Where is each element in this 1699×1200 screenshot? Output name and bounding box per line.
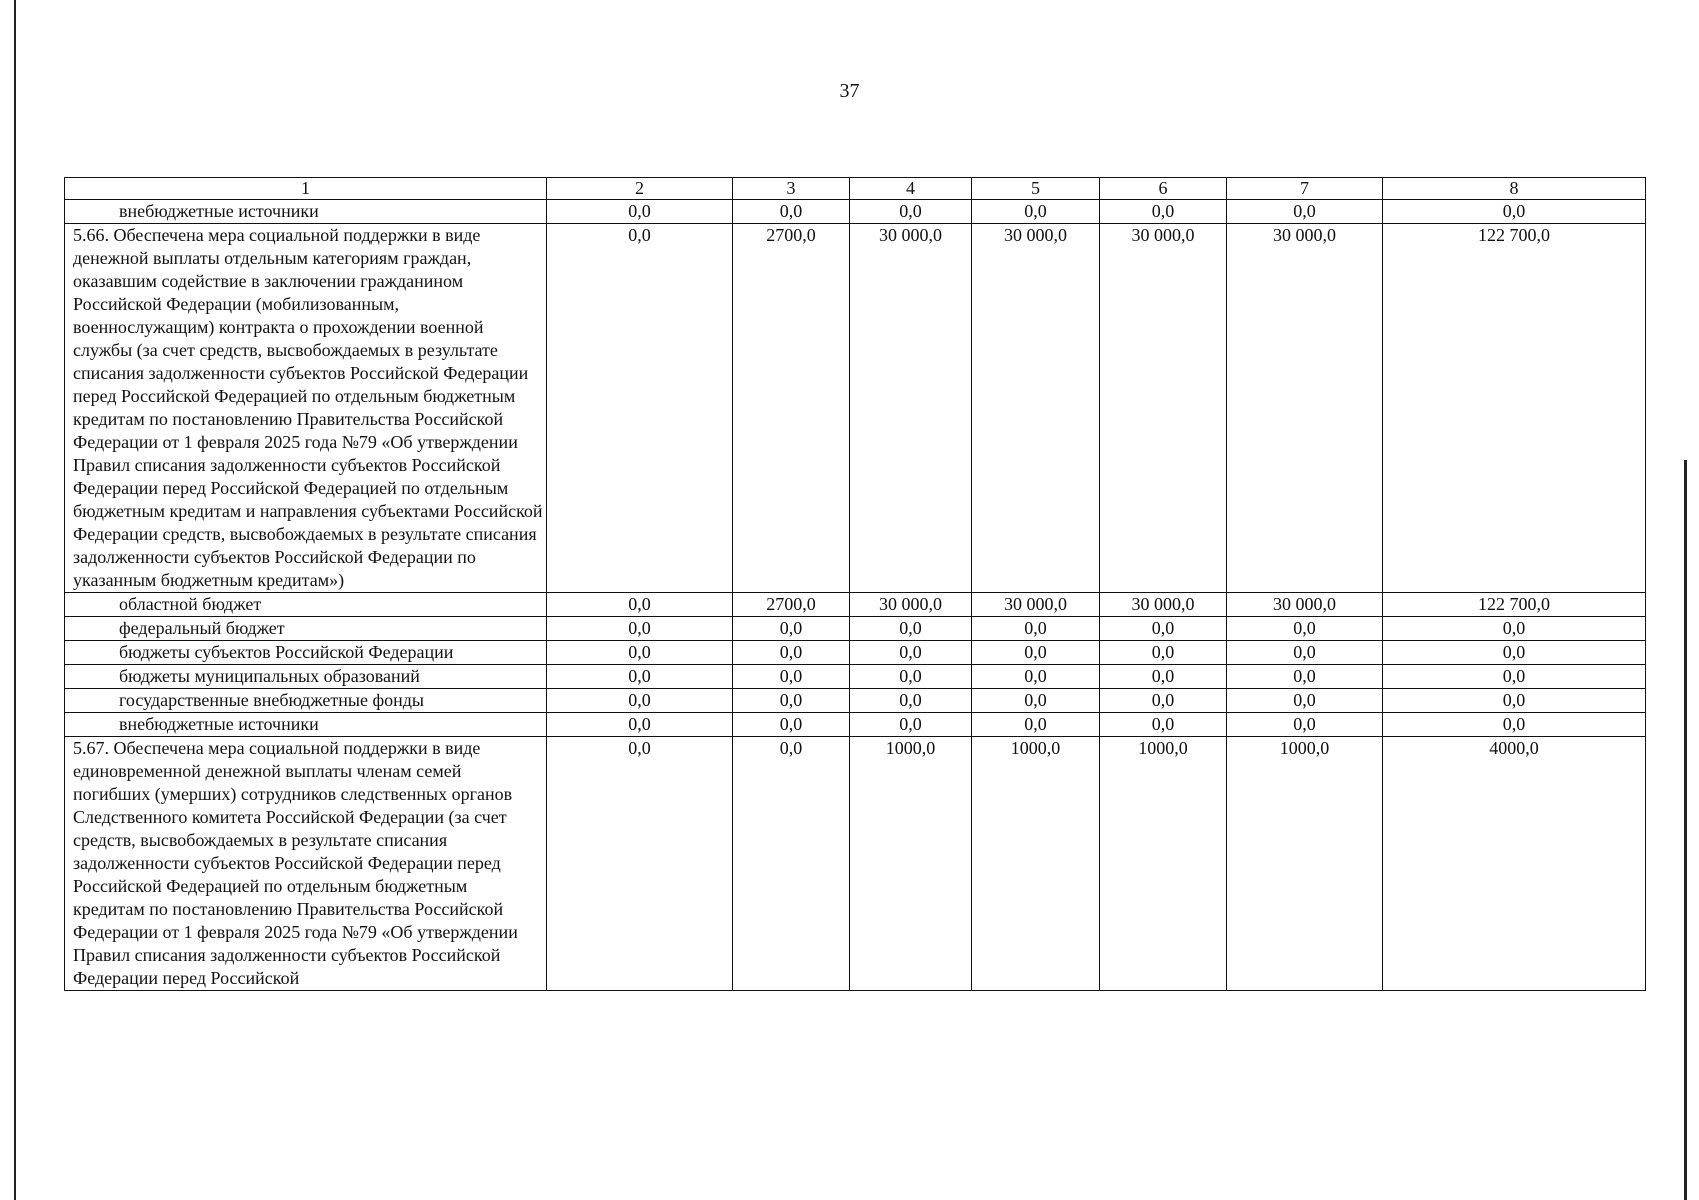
table-row xyxy=(65,224,1646,593)
cell-value: 0,0 xyxy=(547,689,733,713)
cell-value: 0,0 xyxy=(850,713,972,737)
cell-value: 0,0 xyxy=(1383,689,1646,713)
cell-value: 0,0 xyxy=(547,200,733,224)
cell-value: 0,0 xyxy=(547,593,733,617)
row-label: 5.67. Обеспечена мера социальной поддержки в виде единовременной денежной выплаты членам семей погибших (умерших) сотрудников следственных органов Следственного комитета Российской Федерации (за счет средств, высвобождаемых в результате списания задолженности субъектов Российской Федерации перед Российской Федерацией по отдельным бюджетным кредитам по постановлению Правительства Российской Федерации от 1 февраля 2025 года №79 «Об утверждении Правил списания задолженности субъектов Российской Федерации перед Российской xyxy=(65,737,547,991)
row-label: государственные внебюджетные фонды xyxy=(65,689,547,713)
column-header-1: 1 xyxy=(65,178,547,200)
cell-value: 0,0 xyxy=(972,641,1100,665)
cell-value: 0,0 xyxy=(547,617,733,641)
cell-value: 0,0 xyxy=(1227,665,1383,689)
cell-value: 0,0 xyxy=(850,665,972,689)
cell-value: 0,0 xyxy=(1383,641,1646,665)
table-row xyxy=(65,200,1646,224)
cell-value: 0,0 xyxy=(547,737,733,991)
cell-value: 0,0 xyxy=(972,689,1100,713)
row-label: бюджеты муниципальных образований xyxy=(65,665,547,689)
row-label: федеральный бюджет xyxy=(65,617,547,641)
cell-value: 0,0 xyxy=(1100,665,1227,689)
cell-value: 0,0 xyxy=(547,665,733,689)
cell-value: 0,0 xyxy=(1383,713,1646,737)
table-row xyxy=(65,713,1646,737)
cell-value: 0,0 xyxy=(733,737,850,991)
cell-value: 0,0 xyxy=(733,200,850,224)
cell-value: 30 000,0 xyxy=(850,593,972,617)
cell-value: 0,0 xyxy=(972,200,1100,224)
cell-value: 0,0 xyxy=(733,713,850,737)
cell-value: 0,0 xyxy=(972,713,1100,737)
cell-value: 0,0 xyxy=(1100,617,1227,641)
cell-value: 30 000,0 xyxy=(850,224,972,593)
cell-value: 0,0 xyxy=(850,689,972,713)
budget-table xyxy=(64,177,1646,991)
column-header-3: 3 xyxy=(733,178,850,200)
column-header-2: 2 xyxy=(547,178,733,200)
table-body xyxy=(65,200,1646,991)
cell-value: 0,0 xyxy=(972,617,1100,641)
table-row xyxy=(65,641,1646,665)
page-number: 37 xyxy=(839,80,860,102)
row-label: областной бюджет xyxy=(65,593,547,617)
row-label: бюджеты субъектов Российской Федерации xyxy=(65,641,547,665)
scan-edge-right xyxy=(1684,460,1687,1200)
cell-value: 1000,0 xyxy=(1100,737,1227,991)
cell-value: 1000,0 xyxy=(1227,737,1383,991)
cell-value: 0,0 xyxy=(733,665,850,689)
table-row xyxy=(65,737,1646,991)
row-label: внебюджетные источники xyxy=(65,713,547,737)
cell-value: 0,0 xyxy=(1100,200,1227,224)
cell-value: 30 000,0 xyxy=(972,593,1100,617)
cell-value: 1000,0 xyxy=(850,737,972,991)
cell-value: 30 000,0 xyxy=(972,224,1100,593)
table-row xyxy=(65,593,1646,617)
table-row xyxy=(65,665,1646,689)
cell-value: 0,0 xyxy=(1227,713,1383,737)
cell-value: 2700,0 xyxy=(733,593,850,617)
cell-value: 0,0 xyxy=(733,641,850,665)
row-label: внебюджетные источники xyxy=(65,200,547,224)
cell-value: 0,0 xyxy=(1227,689,1383,713)
cell-value: 0,0 xyxy=(1100,689,1227,713)
cell-value: 0,0 xyxy=(1227,200,1383,224)
scan-edge-left xyxy=(14,0,16,1200)
cell-value: 30 000,0 xyxy=(1227,224,1383,593)
cell-value: 122 700,0 xyxy=(1383,224,1646,593)
column-header-4: 4 xyxy=(850,178,972,200)
cell-value: 2700,0 xyxy=(733,224,850,593)
cell-value: 30 000,0 xyxy=(1100,593,1227,617)
cell-value: 0,0 xyxy=(547,641,733,665)
cell-value: 0,0 xyxy=(1100,713,1227,737)
cell-value: 4000,0 xyxy=(1383,737,1646,991)
column-header-8: 8 xyxy=(1383,178,1646,200)
cell-value: 0,0 xyxy=(1227,641,1383,665)
cell-value: 0,0 xyxy=(733,689,850,713)
cell-value: 30 000,0 xyxy=(1227,593,1383,617)
cell-value: 122 700,0 xyxy=(1383,593,1646,617)
cell-value: 0,0 xyxy=(733,617,850,641)
cell-value: 0,0 xyxy=(1383,617,1646,641)
column-header-5: 5 xyxy=(972,178,1100,200)
table-row xyxy=(65,617,1646,641)
table-row xyxy=(65,689,1646,713)
cell-value: 0,0 xyxy=(1100,641,1227,665)
column-header-6: 6 xyxy=(1100,178,1227,200)
header-row xyxy=(65,178,1646,200)
cell-value: 30 000,0 xyxy=(1100,224,1227,593)
cell-value: 0,0 xyxy=(547,224,733,593)
cell-value: 1000,0 xyxy=(972,737,1100,991)
row-label: 5.66. Обеспечена мера социальной поддержки в виде денежной выплаты отдельным категориям граждан, оказавшим содействие в заключении гражданином Российской Федерации (мобилизованным, военнослужащим) контракта о прохождении военной службы (за счет средств, высвобождаемых в результате списания задолженности субъектов Российской Федерации перед Российской Федерацией по отдельным бюджетным кредитам по постановлению Правительства Российской Федерации от 1 февраля 2025 года №79 «Об утверждении Правил списания задолженности субъектов Российской Федерации перед Российской Федерацией по отдельным бюджетным кредитам и направления субъектами Российской Федерации средств, высвобождаемых в результате списания задолженности субъектов Российской Федерации по указанным бюджетным кредитам») xyxy=(65,224,547,593)
cell-value: 0,0 xyxy=(850,617,972,641)
cell-value: 0,0 xyxy=(850,200,972,224)
cell-value: 0,0 xyxy=(972,665,1100,689)
cell-value: 0,0 xyxy=(547,713,733,737)
cell-value: 0,0 xyxy=(1383,665,1646,689)
column-header-7: 7 xyxy=(1227,178,1383,200)
cell-value: 0,0 xyxy=(1383,200,1646,224)
cell-value: 0,0 xyxy=(850,641,972,665)
cell-value: 0,0 xyxy=(1227,617,1383,641)
